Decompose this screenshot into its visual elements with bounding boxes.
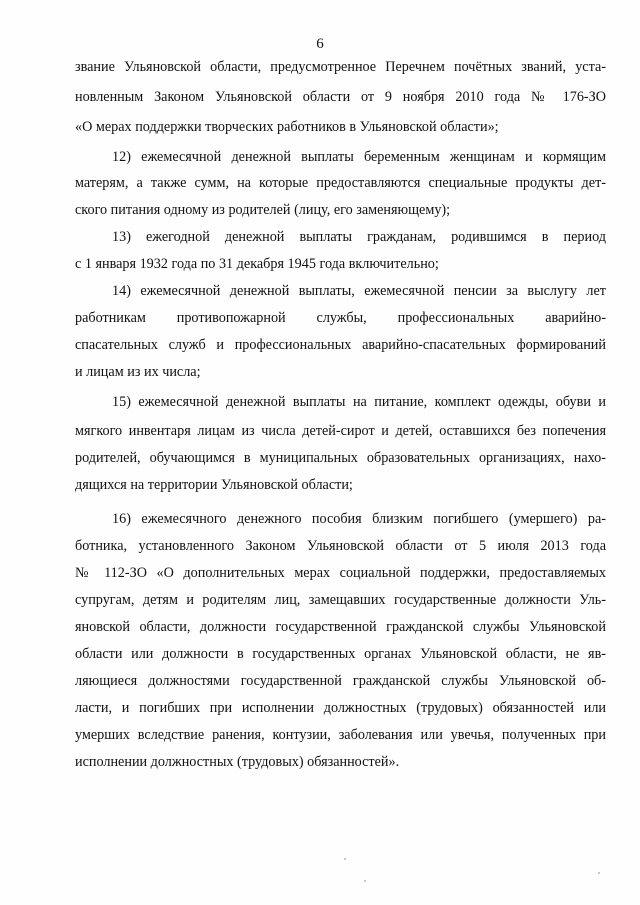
scan-speck xyxy=(364,880,366,882)
text-line: исполнении должностных (трудовых) обязанностей». xyxy=(75,754,400,770)
text-line: супругам, детям и родителям лиц, замещавших государственные должности Уль- xyxy=(75,592,606,608)
text-line: 12) ежемесячной денежной выплаты беременным женщинам и кормящим xyxy=(112,149,606,165)
text-line: умерших вследствие ранения, контузии, заболевания или увечья, полученных при xyxy=(75,727,606,743)
scan-speck xyxy=(598,872,600,874)
text-line: «О мерах поддержки творческих работников в Ульяновской области»; xyxy=(75,119,499,135)
text-line: родителей, обучающимся в муниципальных образовательных организациях, нахо- xyxy=(75,450,606,466)
text-line: звание Ульяновской области, предусмотренное Перечнем почётных званий, уста- xyxy=(75,59,606,75)
text-line: 13) ежегодной денежной выплаты гражданам, родившимся в период xyxy=(112,229,606,245)
text-line: 16) ежемесячного денежного пособия близким погибшего (умершего) ра- xyxy=(112,511,606,527)
text-line: матерям, а также сумм, на которые предоставляются специальные продукты дет- xyxy=(75,175,606,191)
text-line: работникам противопожарной службы, профессиональных аварийно- xyxy=(75,310,606,326)
text-line: ботника, установленного Законом Ульяновской области от 5 июля 2013 года xyxy=(75,538,606,554)
text-line: ского питания одному из родителей (лицу, его заменяющему); xyxy=(75,202,451,218)
text-line: новленным Законом Ульяновской области от 9 ноября 2010 года № 176-ЗО xyxy=(75,89,606,105)
text-line: и лицам из их числа; xyxy=(75,364,201,380)
text-line: области или должности в государственных органах Ульяновской области, не яв- xyxy=(75,646,606,662)
text-line: 15) ежемесячной денежной выплаты на питание, комплект одежды, обуви и xyxy=(112,394,606,410)
text-line: яновской области, должности государственной гражданской службы Ульяновской xyxy=(75,619,606,635)
text-line: дящихся на территории Ульяновской области; xyxy=(75,477,353,493)
text-line: мягкого инвентаря лицам из числа детей-сирот и детей, оставшихся без попечения xyxy=(75,423,606,439)
text-line: ляющиеся должностями государственной гражданской службы Ульяновской об- xyxy=(75,673,606,689)
text-line: 14) ежемесячной денежной выплаты, ежемесячной пенсии за выслугу лет xyxy=(112,283,606,299)
text-line: с 1 января 1932 года по 31 декабря 1945 года включительно; xyxy=(75,256,439,272)
text-line: ласти, и погибших при исполнении должностных (трудовых) обязанностей или xyxy=(75,700,606,716)
scan-speck xyxy=(344,858,346,860)
page-number: 6 xyxy=(316,36,324,52)
text-line: спасательных служб и профессиональных аварийно-спасательных формирований xyxy=(75,337,606,353)
text-line: № 112-ЗО «О дополнительных мерах социальной поддержки, предоставляемых xyxy=(75,565,606,581)
